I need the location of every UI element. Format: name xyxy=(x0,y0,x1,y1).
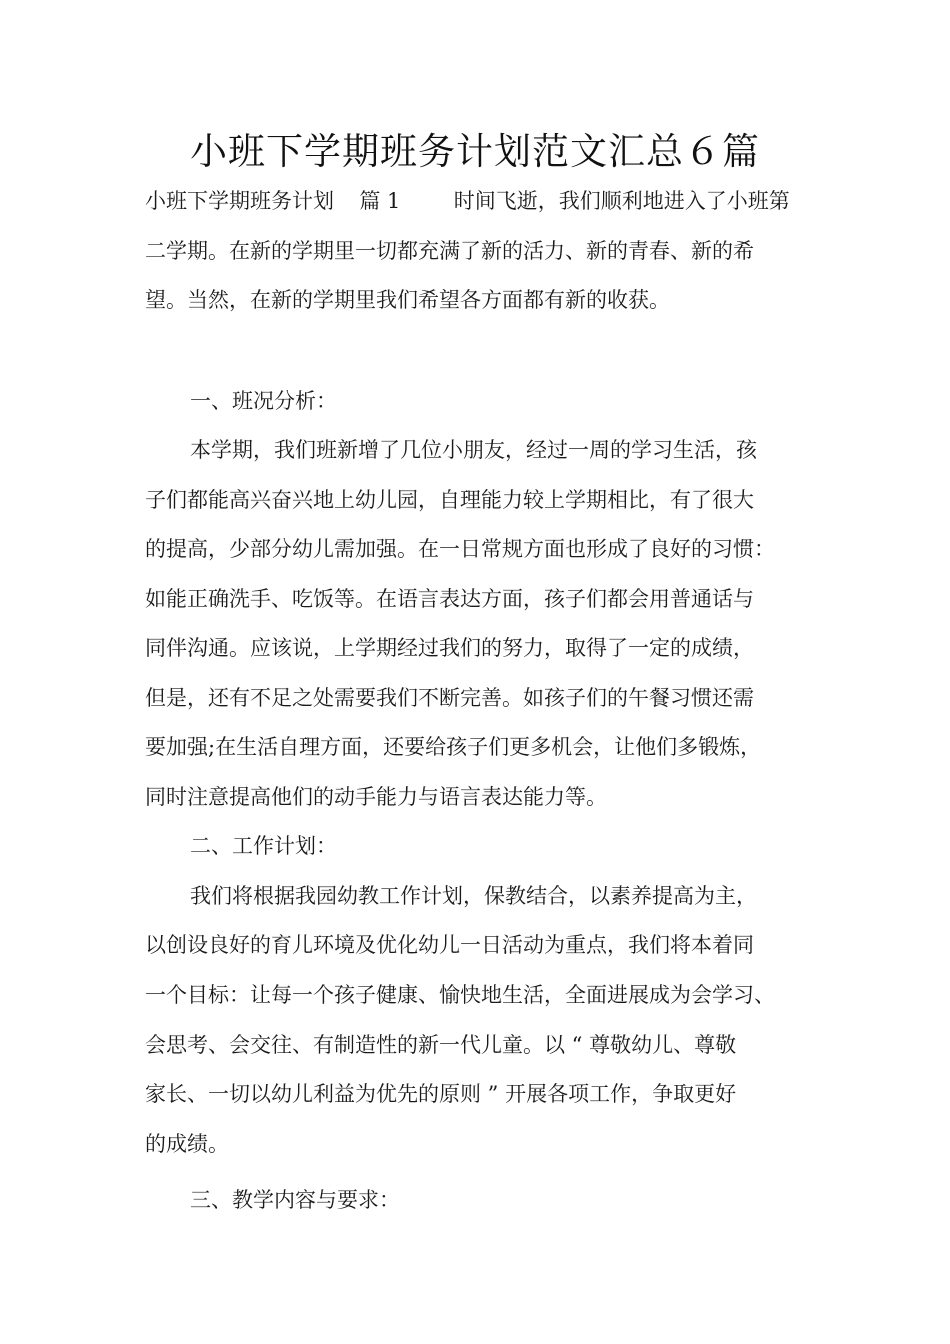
paragraph-line: 同伴沟通。应该说，上学期经过我们的努力，取得了一定的成绩， xyxy=(145,636,754,660)
document-title: 小班下学期班务计划范文汇总６篇 xyxy=(190,130,760,173)
intro-first-line xyxy=(145,186,845,216)
intro-section-label: 小班下学期班务计划 xyxy=(145,189,334,213)
paragraph-line: 但是，还有不足之处需要我们不断完善。如孩子们的午餐习惯还需 xyxy=(145,686,754,710)
paragraph-line: 要加强;在生活自理方面，还要给孩子们更多机会，让他们多锻炼， xyxy=(145,735,762,759)
paragraph-line: 望。当然，在新的学期里我们希望各方面都有新的收获。 xyxy=(145,288,670,312)
paragraph-line: 子们都能高兴奋兴地上幼儿园，自理能力较上学期相比，有了很大 xyxy=(145,488,754,512)
section-heading: 一、班况分析： xyxy=(190,389,337,413)
paragraph-line: 一个目标：让每一个孩子健康、愉快地生活，全面进展成为会学习、 xyxy=(145,983,775,1007)
paragraph-line: 同时注意提高他们的动手能力与语言表达能力等。 xyxy=(145,785,607,809)
section-heading: 三、教学内容与要求： xyxy=(190,1188,400,1212)
paragraph-line: 的提高，少部分幼儿需加强。在一日常规方面也形成了良好的习惯： xyxy=(145,537,775,561)
paragraph-line: 的成绩。 xyxy=(145,1132,229,1156)
paragraph-line: 以创设良好的育儿环境及优化幼儿一日活动为重点，我们将本着同 xyxy=(145,933,754,957)
intro-first-text: 时间飞逝，我们顺利地进入了小班第 xyxy=(453,189,790,213)
paragraph-line: 如能正确洗手、吃饭等。在语言表达方面，孩子们都会用普通话与 xyxy=(145,587,754,611)
paragraph-line: 家长、一切以幼儿利益为优先的原则 ” 开展各项工作，争取更好 xyxy=(145,1082,737,1106)
paragraph-line: 本学期，我们班新增了几位小朋友，经过一周的学习生活，孩 xyxy=(190,438,757,462)
paragraph-line: 二学期。在新的学期里一切都充满了新的活力、新的青春、新的希 xyxy=(145,239,754,263)
paragraph-line: 我们将根据我园幼教工作计划，保教结合，以素养提高为主， xyxy=(190,884,757,908)
intro-part-label: 篇 1 xyxy=(359,189,401,213)
paragraph-line: 会思考、会交往、有制造性的新一代儿童。以 “ 尊敬幼儿、尊敬 xyxy=(145,1033,737,1057)
section-heading: 二、工作计划： xyxy=(190,834,337,858)
